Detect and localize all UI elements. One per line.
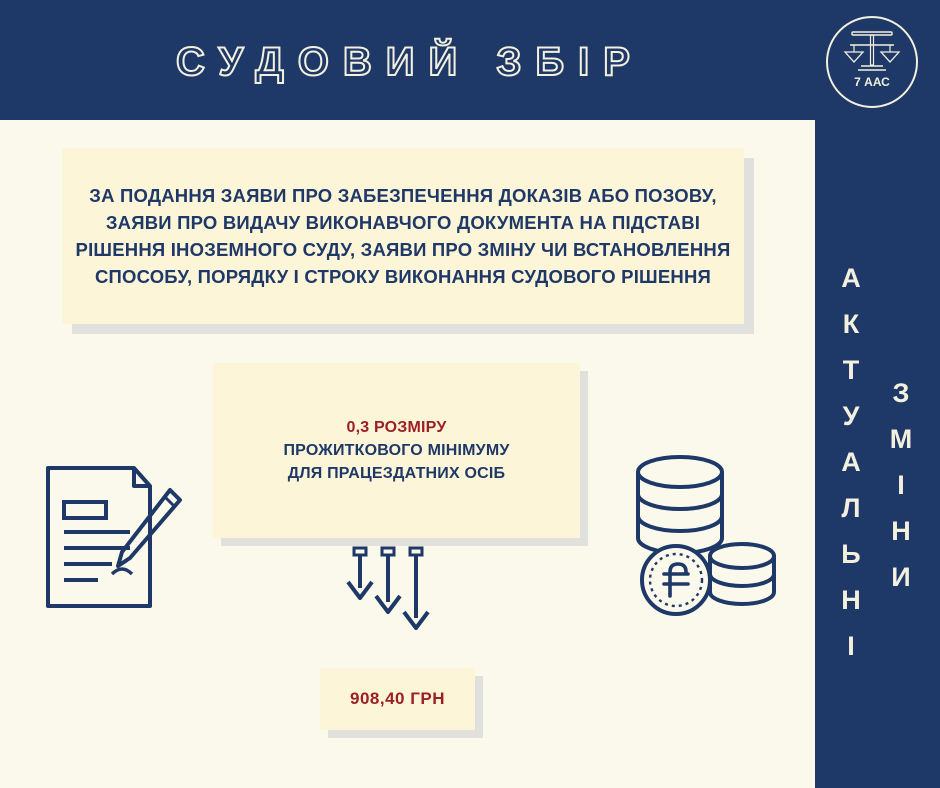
three-down-arrows-icon (340, 548, 450, 658)
vletter: Т (842, 355, 860, 385)
vletter: А (841, 447, 861, 477)
arrows-illustration (340, 548, 450, 658)
side-word-zmini (877, 370, 925, 600)
amount-card (320, 668, 475, 730)
vletter: Ь (841, 539, 861, 569)
header-bar (0, 0, 940, 120)
amount-value: 908,40 ГРН (350, 689, 445, 708)
headline-card (62, 148, 744, 324)
rate-card (213, 363, 580, 538)
page-title: СУДОВИЙ ЗБІР (176, 40, 644, 84)
vletter: Н (891, 516, 911, 546)
vletter: А (841, 263, 861, 293)
vletter: И (891, 562, 911, 592)
rate-accent-line: 0,3 РОЗМІРУ (346, 419, 447, 436)
rate-text-block (283, 416, 509, 485)
rate-line-2: ДЛЯ ПРАЦЕЗДАТНИХ ОСІБ (287, 465, 506, 482)
scales-of-justice-icon (828, 18, 916, 106)
side-strip (815, 120, 940, 788)
vletter: І (847, 631, 855, 661)
document-illustration (38, 462, 193, 612)
vletter: Л (841, 493, 861, 523)
vletter: І (897, 470, 905, 500)
vletter: К (842, 309, 860, 339)
coins-illustration (620, 450, 785, 625)
vletter: Н (841, 585, 861, 615)
vletter: У (842, 401, 860, 431)
document-with-pen-icon (38, 462, 193, 612)
court-logo (826, 16, 918, 108)
rate-line-1: ПРОЖИТКОВОГО МІНІМУМУ (283, 442, 510, 459)
vletter: М (889, 424, 913, 454)
side-word-aktualni (827, 255, 875, 669)
vletter: З (892, 378, 910, 408)
headline-text: ЗА ПОДАННЯ ЗАЯВИ ПРО ЗАБЕЗПЕЧЕННЯ ДОКАЗІВ АБО ПОЗОВУ, ЗАЯВИ ПРО ВИДАЧУ ВИКОНАВЧОГО ДОКУМЕНТА НА ПІДСТАВІ РІШЕННЯ ІНОЗЕМНОГО СУДУ, ЗАЯВИ ПРО ЗМІНУ ЧИ ВСТАНОВЛЕННЯ СПОСОБУ, ПОРЯДКУ І СТРОКУ ВИКОНАННЯ СУДОВОГО РІШЕННЯ (75, 185, 731, 287)
logo-label: 7 ААС (854, 75, 890, 89)
coins-stack-hryvnia-icon (620, 450, 785, 625)
